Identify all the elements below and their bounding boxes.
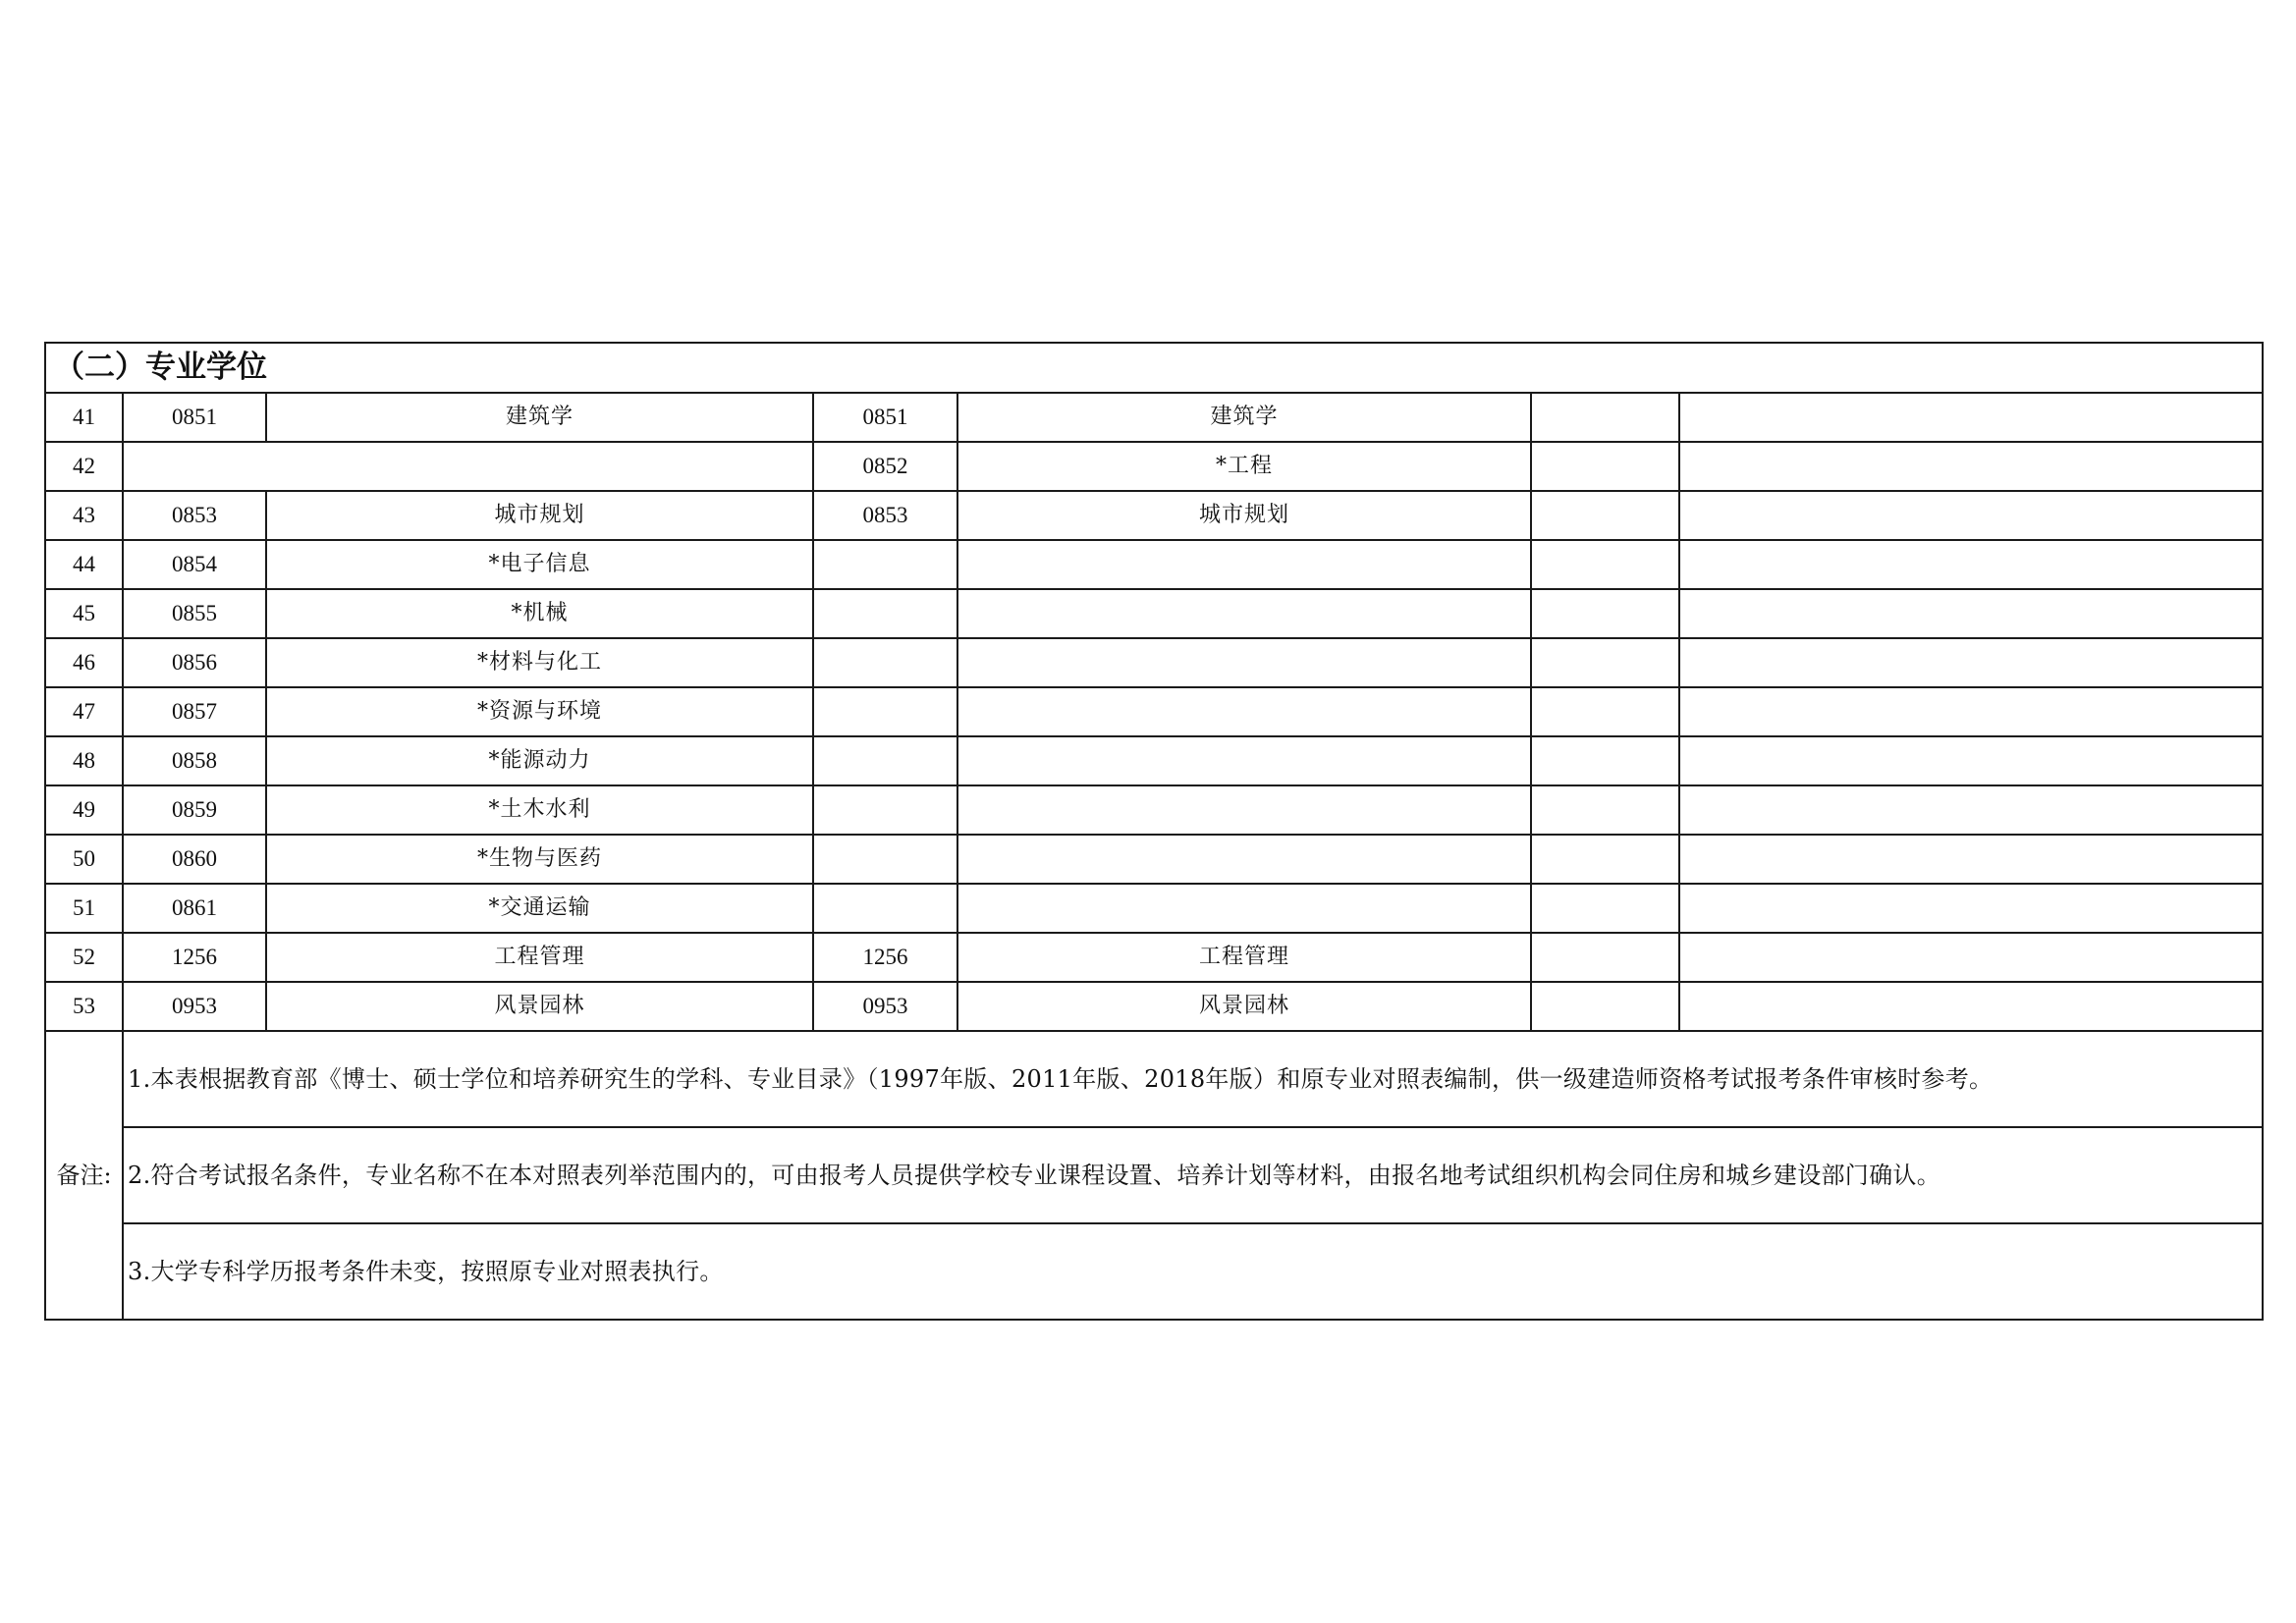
blank-cell-a — [1531, 884, 1679, 933]
new-major-name-cell: 工程管理 — [266, 933, 813, 982]
table-row — [45, 491, 2263, 540]
blank-cell-a — [1531, 933, 1679, 982]
row-number-cell: 53 — [45, 982, 123, 1031]
blank-cell-b — [1679, 442, 2263, 491]
row-number-cell: 45 — [45, 589, 123, 638]
new-major-name-cell: *材料与化工 — [266, 638, 813, 687]
blank-cell-a — [1531, 393, 1679, 442]
new-major-name-cell: *交通运输 — [266, 884, 813, 933]
blank-cell-a — [1531, 442, 1679, 491]
section-header-row — [45, 343, 2263, 393]
table-body — [45, 343, 2263, 1320]
row-number-cell: 44 — [45, 540, 123, 589]
old-major-name-cell — [957, 884, 1531, 933]
blank-cell-b — [1679, 393, 2263, 442]
row-number-cell: 42 — [45, 442, 123, 491]
table-row — [45, 933, 2263, 982]
old-major-code-cell: 0852 — [813, 442, 957, 491]
blank-cell-b — [1679, 687, 2263, 736]
new-major-name-cell: *能源动力 — [266, 736, 813, 785]
old-major-name-cell — [957, 638, 1531, 687]
old-major-name-cell — [957, 785, 1531, 835]
old-major-name-cell — [957, 540, 1531, 589]
new-major-name-cell: *土木水利 — [266, 785, 813, 835]
new-major-name-cell: *电子信息 — [266, 540, 813, 589]
blank-cell-b — [1679, 736, 2263, 785]
blank-cell-a — [1531, 491, 1679, 540]
old-major-code-cell — [813, 884, 957, 933]
blank-cell-a — [1531, 736, 1679, 785]
row-number-cell: 48 — [45, 736, 123, 785]
note-row — [45, 1031, 2263, 1127]
blank-cell-b — [1679, 982, 2263, 1031]
new-major-code-cell: 0856 — [123, 638, 266, 687]
new-major-name-cell: 建筑学 — [266, 393, 813, 442]
major-comparison-table — [44, 342, 2264, 1321]
old-major-name-cell — [957, 589, 1531, 638]
blank-cell-b — [1679, 785, 2263, 835]
new-major-code-cell: 0859 — [123, 785, 266, 835]
notes-label: 备注: — [45, 1031, 123, 1320]
new-major-code-cell: 0855 — [123, 589, 266, 638]
note-row — [45, 1223, 2263, 1320]
blank-cell-a — [1531, 687, 1679, 736]
table-row — [45, 785, 2263, 835]
blank-cell-a — [1531, 835, 1679, 884]
old-major-name-cell: 建筑学 — [957, 393, 1531, 442]
new-major-code-cell: 0861 — [123, 884, 266, 933]
blank-cell-b — [1679, 540, 2263, 589]
old-major-name-cell — [957, 687, 1531, 736]
new-major-code-cell: 0857 — [123, 687, 266, 736]
row-number-cell: 46 — [45, 638, 123, 687]
blank-cell-a — [1531, 785, 1679, 835]
table-row — [45, 393, 2263, 442]
blank-cell-a — [1531, 982, 1679, 1031]
new-major-code-cell: 1256 — [123, 933, 266, 982]
row-number-cell: 43 — [45, 491, 123, 540]
blank-cell-b — [1679, 835, 2263, 884]
row-number-cell: 52 — [45, 933, 123, 982]
new-major-code-cell: 0853 — [123, 491, 266, 540]
row-number-cell: 51 — [45, 884, 123, 933]
blank-cell-b — [1679, 638, 2263, 687]
row-number-cell: 41 — [45, 393, 123, 442]
table-row — [45, 835, 2263, 884]
old-major-code-cell — [813, 540, 957, 589]
old-major-code-cell — [813, 638, 957, 687]
section-title: （二）专业学位 — [45, 343, 2263, 393]
old-major-name-cell: 风景园林 — [957, 982, 1531, 1031]
old-major-code-cell: 1256 — [813, 933, 957, 982]
blank-cell-b — [1679, 589, 2263, 638]
old-major-code-cell — [813, 736, 957, 785]
table-row — [45, 736, 2263, 785]
blank-cell-b — [1679, 884, 2263, 933]
new-major-name-cell: *资源与环境 — [266, 687, 813, 736]
row-number-cell: 49 — [45, 785, 123, 835]
new-major-name-cell: *生物与医药 — [266, 835, 813, 884]
table-row — [45, 589, 2263, 638]
new-major-code-cell: 0953 — [123, 982, 266, 1031]
new-major-name-cell: 城市规划 — [266, 491, 813, 540]
blank-cell-a — [1531, 589, 1679, 638]
table-row — [45, 884, 2263, 933]
old-major-code-cell — [813, 835, 957, 884]
new-major-empty-cell — [123, 442, 813, 491]
old-major-name-cell — [957, 835, 1531, 884]
old-major-code-cell: 0853 — [813, 491, 957, 540]
old-major-code-cell: 0953 — [813, 982, 957, 1031]
old-major-code-cell — [813, 785, 957, 835]
row-number-cell: 47 — [45, 687, 123, 736]
note-text: 1.本表根据教育部《博士、硕士学位和培养研究生的学科、专业目录》（1997年版、2011年版、2018年版）和原专业对照表编制，供一级建造师资格考试报考条件审核时参考。 — [123, 1031, 2263, 1127]
new-major-name-cell: 风景园林 — [266, 982, 813, 1031]
old-major-code-cell — [813, 687, 957, 736]
note-row — [45, 1127, 2263, 1223]
new-major-code-cell: 0858 — [123, 736, 266, 785]
blank-cell-b — [1679, 933, 2263, 982]
old-major-name-cell — [957, 736, 1531, 785]
new-major-name-cell: *机械 — [266, 589, 813, 638]
table-row — [45, 982, 2263, 1031]
old-major-name-cell: 工程管理 — [957, 933, 1531, 982]
blank-cell-a — [1531, 638, 1679, 687]
note-text: 3.大学专科学历报考条件未变，按照原专业对照表执行。 — [123, 1223, 2263, 1320]
table-row — [45, 442, 2263, 491]
old-major-code-cell: 0851 — [813, 393, 957, 442]
new-major-code-cell: 0860 — [123, 835, 266, 884]
row-number-cell: 50 — [45, 835, 123, 884]
table-row — [45, 540, 2263, 589]
old-major-name-cell: *工程 — [957, 442, 1531, 491]
table-row — [45, 638, 2263, 687]
table-row — [45, 687, 2263, 736]
blank-cell-b — [1679, 491, 2263, 540]
old-major-name-cell: 城市规划 — [957, 491, 1531, 540]
new-major-code-cell: 0851 — [123, 393, 266, 442]
blank-cell-a — [1531, 540, 1679, 589]
note-text: 2.符合考试报名条件，专业名称不在本对照表列举范围内的，可由报考人员提供学校专业课程设置、培养计划等材料，由报名地考试组织机构会同住房和城乡建设部门确认。 — [123, 1127, 2263, 1223]
old-major-code-cell — [813, 589, 957, 638]
new-major-code-cell: 0854 — [123, 540, 266, 589]
